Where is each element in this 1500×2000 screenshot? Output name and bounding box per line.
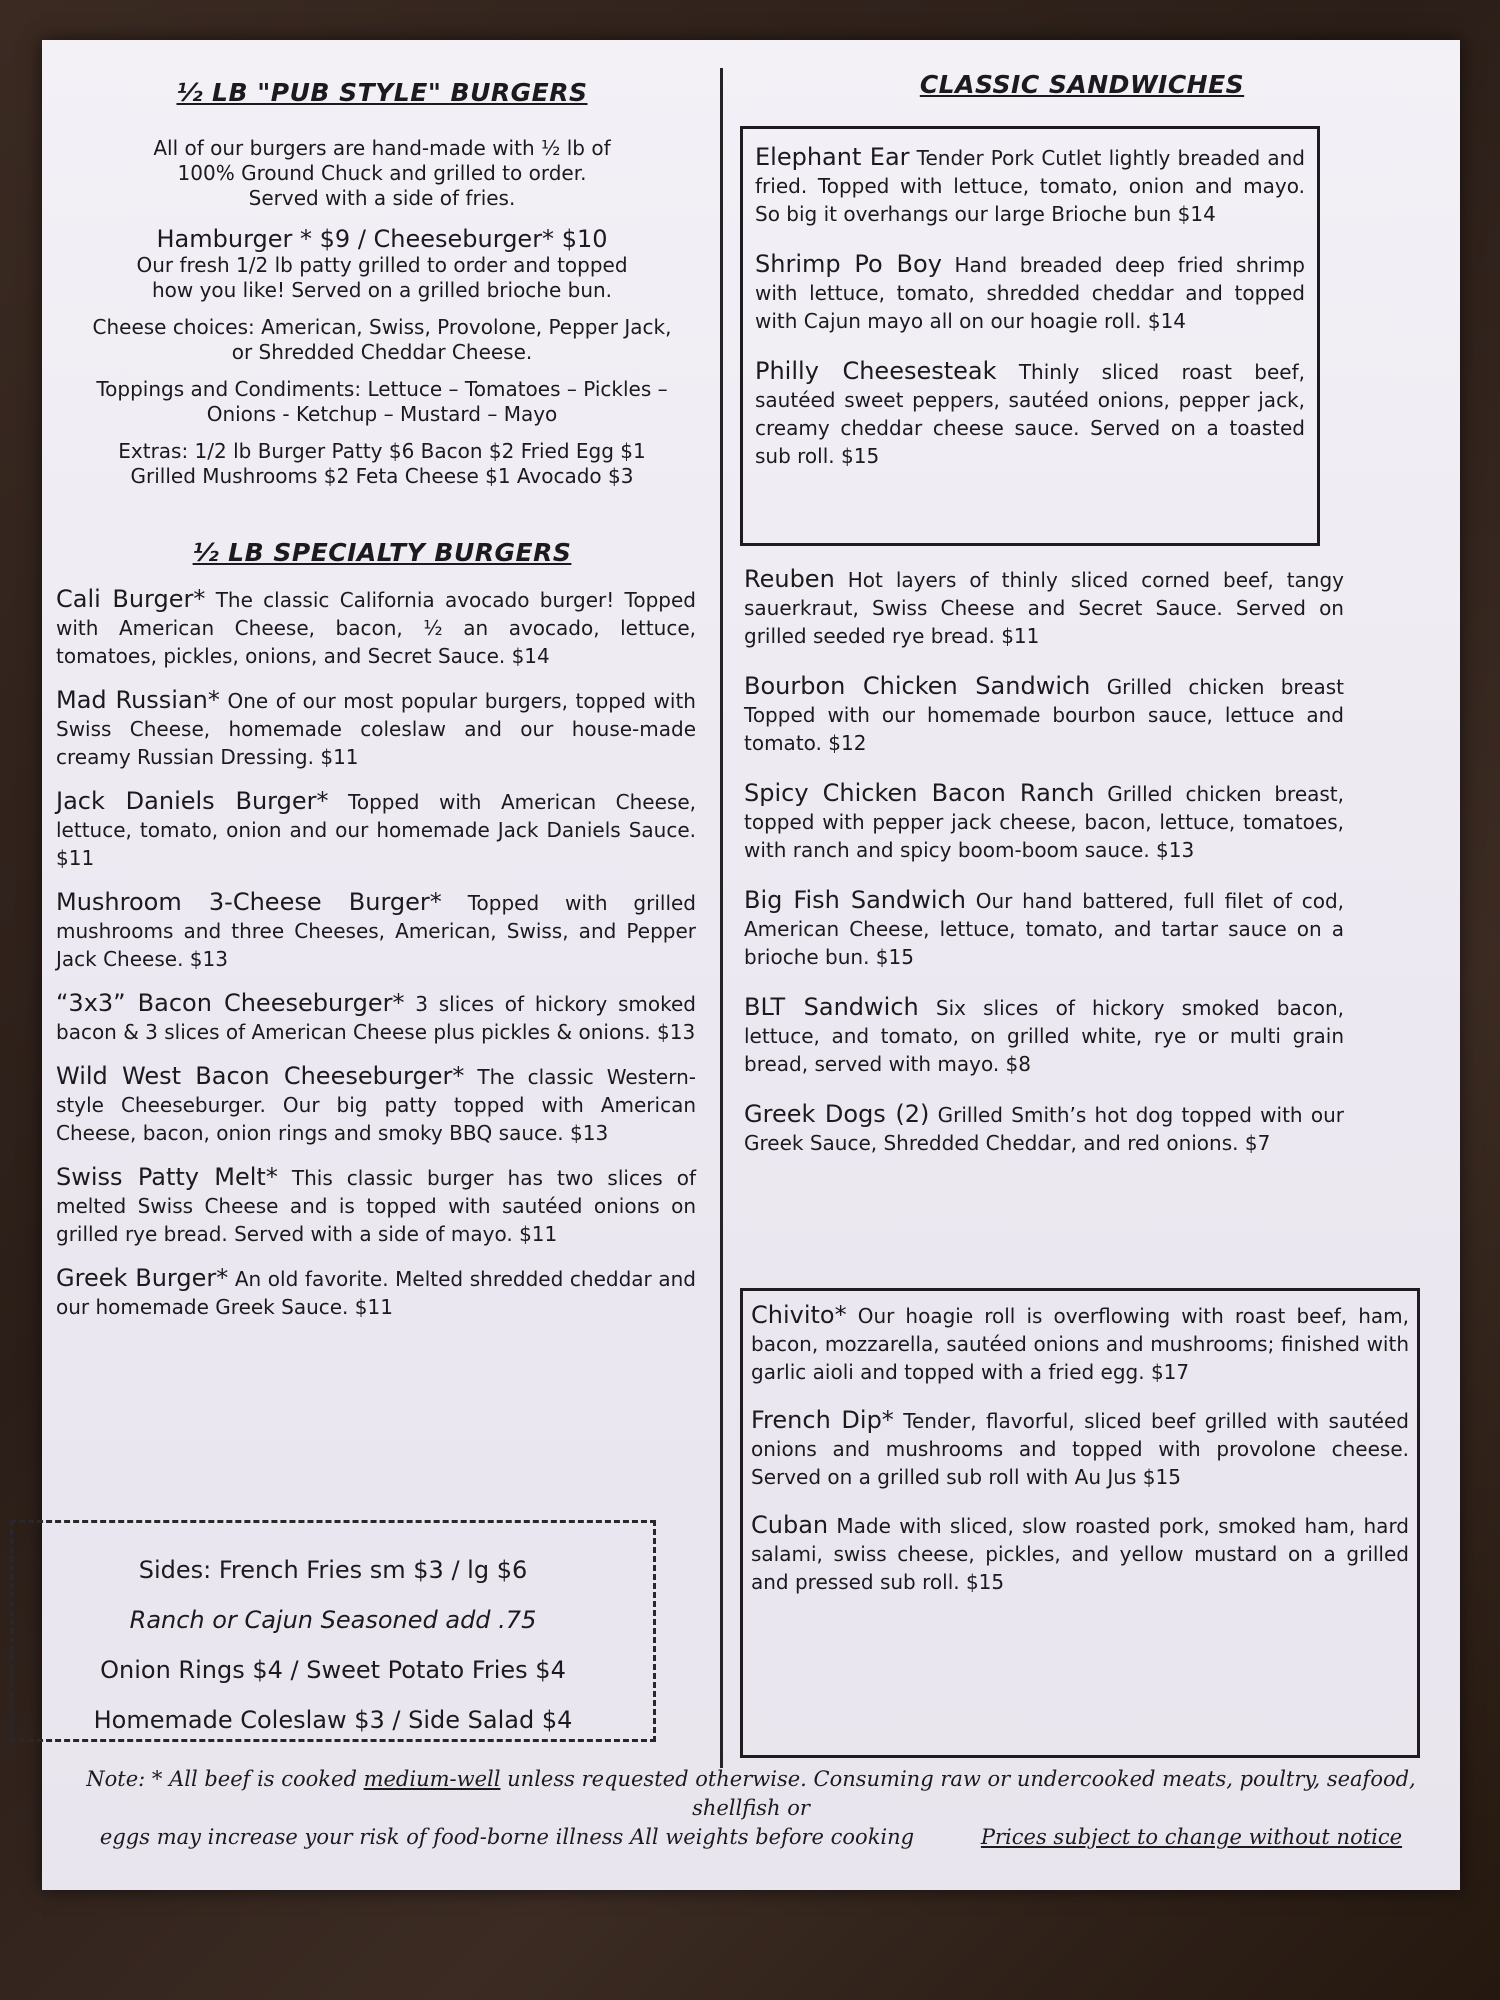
- note-weights: eggs may increase your risk of food-borne illness All weights before cooking: [99, 1825, 915, 1849]
- menu-item-name: French Dip*: [751, 1406, 894, 1434]
- menu-item: [56, 1163, 696, 1248]
- hamburger-price: Hamburger * $9 / Cheeseburger* $10: [156, 225, 608, 253]
- menu-item: [751, 1301, 1409, 1386]
- menu-item-name: Elephant Ear: [755, 143, 910, 171]
- menu-item-name: Bourbon Chicken Sandwich: [744, 672, 1091, 700]
- pub-burgers-title: ½ LB "PUB STYLE" BURGERS: [176, 78, 588, 107]
- menu-item-desc: 3 slices of hickory smoked bacon & 3 slices of American Cheese plus pickles & onions. $13: [56, 992, 697, 1044]
- menu-item-name: Philly Cheesesteak: [755, 357, 997, 385]
- specialty-burgers-list: [56, 585, 696, 1337]
- sides-line-2: Ranch or Cajun Seasoned add .75: [129, 1606, 537, 1634]
- menu-item-desc: Grilled chicken breast Topped with our homemade bourbon sauce, lettuce and tomato. $12: [744, 675, 1345, 755]
- menu-item-desc: Grilled chicken breast, topped with pepper jack cheese, bacon, lettuce, tomatoes, with ranch and spicy boom-boom sauce. $13: [744, 782, 1344, 862]
- menu-item-desc: Topped with American Cheese, lettuce, tomato, onion and our homemade Jack Daniels Sauce. $11: [56, 790, 696, 870]
- menu-item-name: Spicy Chicken Bacon Ranch: [744, 779, 1095, 807]
- intro-line-2: 100% Ground Chuck and grilled to order.: [177, 161, 587, 185]
- menu-item: [56, 1062, 696, 1147]
- menu-item-name: Cuban: [751, 1511, 829, 1539]
- menu-item: [755, 357, 1305, 470]
- menu-item-name: Chivito*: [751, 1301, 847, 1329]
- menu-item-name: Jack Daniels Burger*: [56, 787, 329, 815]
- menu-item-name: “3x3” Bacon Cheeseburger*: [56, 989, 405, 1017]
- menu-item: [744, 779, 1344, 864]
- sides-line-3: Onion Rings $4 / Sweet Potato Fries $4: [100, 1656, 566, 1684]
- menu-item-name: Big Fish Sandwich: [744, 886, 966, 914]
- note-prefix: Note: * All beef is cooked: [86, 1767, 364, 1791]
- menu-item-name: Cali Burger*: [56, 585, 206, 613]
- classic-sandwiches-title: CLASSIC SANDWICHES: [919, 70, 1245, 99]
- menu-item: [744, 672, 1344, 757]
- menu-item-desc: The classic California avocado burger! Topped with American Cheese, bacon, ½ an avocado, lettuce, tomatoes, pickles, onions, and Secret Sauce. $14: [56, 588, 697, 668]
- note-line-2: [42, 1823, 1460, 1852]
- menu-item-desc: Our hand battered, full filet of cod, American Cheese, lettuce, tomato, and tartar sauce on a brioche bun. $15: [744, 889, 1345, 969]
- menu-item-desc: An old favorite. Melted shredded cheddar and our homemade Greek Sauce. $11: [56, 1267, 696, 1319]
- cheese-line-2: or Shredded Cheddar Cheese.: [231, 340, 533, 364]
- menu-item-desc: Hand breaded deep fried shrimp with lettuce, tomato, shredded cheddar and topped with Cajun mayo all on our hoagie roll. $14: [755, 253, 1305, 333]
- menu-item-desc: This classic burger has two slices of melted Swiss Cheese and is topped with sautéed onions on grilled rye bread. Served with a side of mayo. $11: [56, 1166, 696, 1246]
- menu-item: [755, 250, 1305, 335]
- menu-item-name: Mad Russian*: [56, 686, 220, 714]
- menu-item-desc: Six slices of hickory smoked bacon, lettuce, and tomato, on grilled white, rye or multi grain bread, served with mayo. $8: [744, 996, 1344, 1076]
- extras-line-1: Extras: 1/2 lb Burger Patty $6 Bacon $2 Fried Egg $1: [118, 439, 646, 463]
- specialty-sandwiches-box: [740, 1288, 1420, 1758]
- menu-item: [744, 1100, 1344, 1157]
- menu-item-name: Greek Dogs (2): [744, 1100, 930, 1128]
- note-rest: unless requested otherwise. Consuming raw or undercooked meats, poultry, seafood, shellfish or: [500, 1767, 1416, 1820]
- sides-line-1: Sides: French Fries sm $3 / lg $6: [138, 1556, 528, 1584]
- note-prices: Prices subject to change without notice: [980, 1825, 1403, 1849]
- menu-item-desc: One of our most popular burgers, topped with Swiss Cheese, homemade coleslaw and our house-made creamy Russian Dressing. $11: [56, 689, 696, 769]
- toppings-line-1: Toppings and Condiments: Lettuce – Tomatoes – Pickles –: [96, 377, 668, 401]
- classic-sandwiches-list: [744, 565, 1344, 1179]
- menu-item-name: BLT Sandwich: [744, 993, 919, 1021]
- menu-item-name: Greek Burger*: [56, 1264, 229, 1292]
- menu-item-name: Shrimp Po Boy: [755, 250, 942, 278]
- menu-item: [744, 993, 1344, 1078]
- menu-item-desc: Topped with grilled mushrooms and three Cheeses, American, Swiss, and Pepper Jack Cheese. $13: [56, 891, 696, 971]
- menu-item: [751, 1406, 1409, 1491]
- menu-item-desc: Thinly sliced roast beef, sautéed sweet peppers, sautéed onions, pepper jack, creamy cheddar cheese sauce. Served on a toasted sub roll. $15: [755, 360, 1306, 468]
- sides-line-4: Homemade Coleslaw $3 / Side Salad $4: [93, 1706, 573, 1734]
- menu-item: [56, 989, 696, 1046]
- menu-item-name: Wild West Bacon Cheeseburger*: [56, 1062, 465, 1090]
- pub-burgers-section: [82, 136, 682, 489]
- menu-item: [56, 686, 696, 771]
- toppings-line-2: Onions - Ketchup – Mustard – Mayo: [206, 402, 558, 426]
- menu-item-desc: Made with sliced, slow roasted pork, smoked ham, hard salami, swiss cheese, pickles, and yellow mustard on a grilled and pressed sub roll. $15: [751, 1514, 1410, 1594]
- cheese-line-1: Cheese choices: American, Swiss, Provolone, Pepper Jack,: [92, 315, 672, 339]
- menu-item-name: Swiss Patty Melt*: [56, 1163, 278, 1191]
- menu-item: [56, 787, 696, 872]
- extras-line-2: Grilled Mushrooms $2 Feta Cheese $1 Avocado $3: [130, 464, 634, 488]
- intro-line-3: Served with a side of fries.: [248, 186, 516, 210]
- note-medium-well: medium-well: [363, 1767, 501, 1791]
- menu-item-desc: Grilled Smith’s hot dog topped with our Greek Sauce, Shredded Cheddar, and red onions. $7: [744, 1103, 1345, 1155]
- menu-item-desc: Hot layers of thinly sliced corned beef, tangy sauerkraut, Swiss Cheese and Secret Sauce. Served on grilled seeded rye bread. $11: [744, 568, 1344, 648]
- menu-item: [744, 886, 1344, 971]
- specialty-sandwiches-list: [751, 1301, 1409, 1596]
- specialty-burgers-title: ½ LB SPECIALTY BURGERS: [192, 538, 572, 567]
- featured-sandwiches-box: [740, 126, 1320, 546]
- footer-note: [42, 1765, 1460, 1852]
- menu-item: [56, 585, 696, 670]
- menu-item-desc: The classic Western-style Cheeseburger. Our big patty topped with American Cheese, bacon, onion rings and smoky BBQ sauce. $13: [56, 1065, 697, 1145]
- menu-item-desc: Tender Pork Cutlet lightly breaded and fried. Topped with lettuce, tomato, onion and mayo. So big it overhangs our large Brioche bun $14: [755, 146, 1305, 226]
- hamburger-desc-2: how you like! Served on a grilled brioche bun.: [151, 278, 613, 302]
- menu-item: [751, 1511, 1409, 1596]
- menu-item: [56, 888, 696, 973]
- menu-item: [56, 1264, 696, 1321]
- featured-sandwiches-list: [755, 143, 1305, 470]
- sides-box: [10, 1520, 656, 1742]
- menu-item-desc: Tender, flavorful, sliced beef grilled with sautéed onions and mushrooms and topped with provolone cheese. Served on a grilled sub roll with Au Jus $15: [751, 1409, 1409, 1489]
- intro-line-1: All of our burgers are hand-made with ½ lb of: [153, 136, 611, 160]
- note-line-1: [42, 1765, 1460, 1823]
- menu-item-name: Mushroom 3-Cheese Burger*: [56, 888, 442, 916]
- menu-item: [744, 565, 1344, 650]
- menu-item-name: Reuben: [744, 565, 835, 593]
- column-divider: [720, 68, 723, 1768]
- hamburger-desc-1: Our fresh 1/2 lb patty grilled to order and topped: [136, 253, 628, 277]
- menu-item-desc: Our hoagie roll is overflowing with roast beef, ham, bacon, mozzarella, sautéed onions and mushrooms; finished with garlic aioli and topped with a fried egg. $17: [751, 1304, 1410, 1384]
- menu-item: [755, 143, 1305, 228]
- menu-page: [42, 40, 1460, 1890]
